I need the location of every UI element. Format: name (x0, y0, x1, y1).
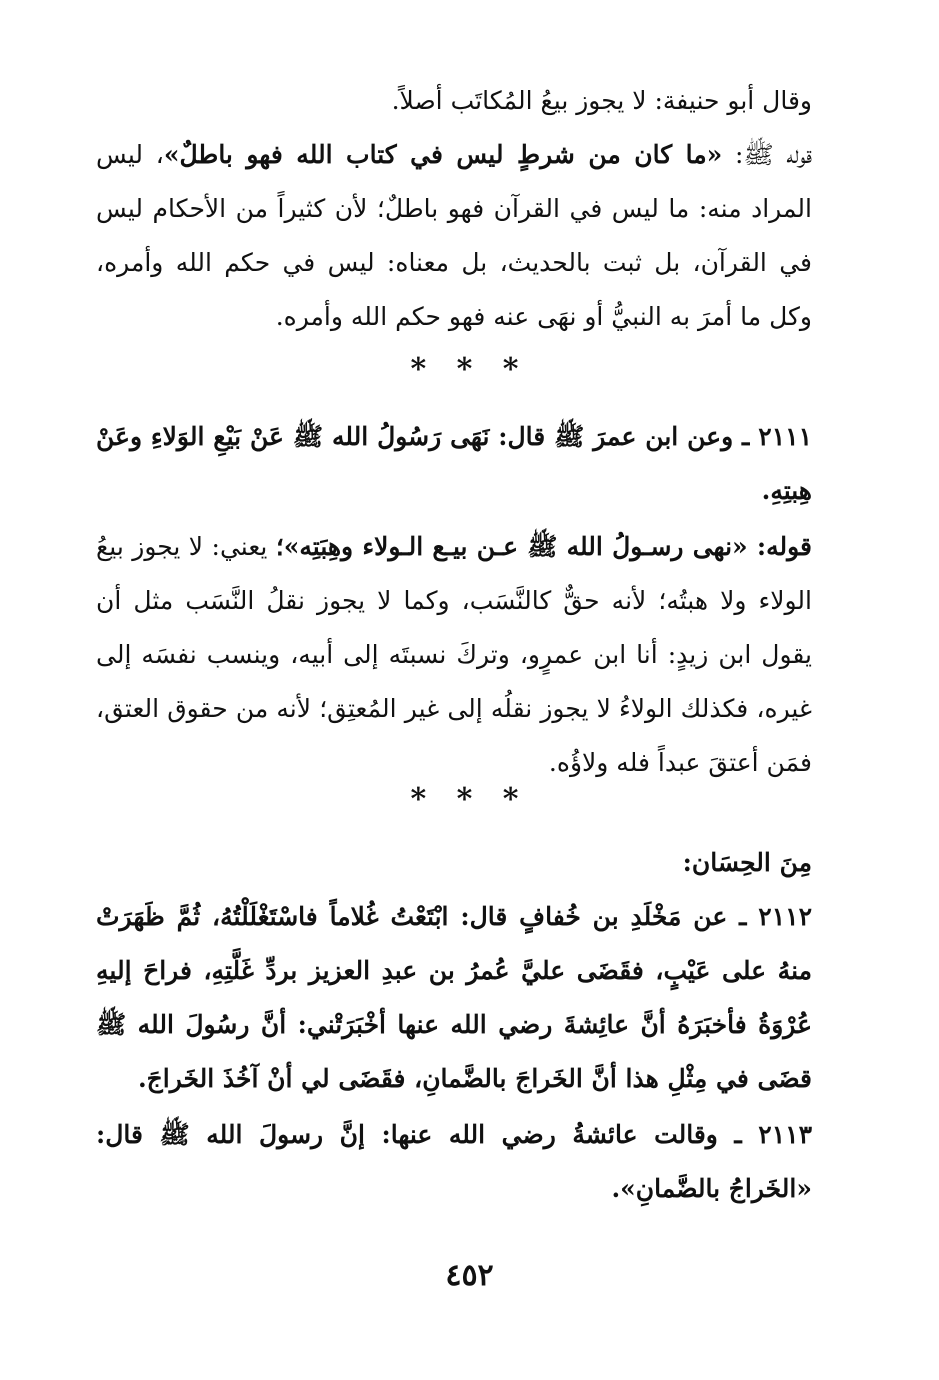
section-separator-2: * * * (410, 782, 529, 817)
text-abu-hanifa: وقال أبو حنيفة: لا يجوز بيعُ المُكاتَب أصلاً. (391, 86, 812, 115)
hadith-2113 (96, 1108, 812, 1216)
hadith-quote-condition: «ما كان من شرطٍ ليس في كتاب الله فهو باطلٌ» (163, 140, 723, 169)
paragraph-abu-hanifa (96, 74, 812, 128)
commentary-wala-lead: قوله: «نهى رسـولُ الله ﷺ عـن بيـع الـولاء وهِبَتِه»؛ (275, 532, 812, 561)
hadith-2111 (96, 410, 812, 518)
page-number: ٤٥٢ (445, 1258, 494, 1293)
paragraph-commentary-wala (96, 520, 812, 790)
paragraph-commentary-condition (96, 128, 812, 344)
hadith-2112 (96, 890, 812, 1106)
commentary-wala-body: يعني: لا يجوز بيعُ الولاء ولا هبتُه؛ لأنه حقٌّ كالنَّسَب، وكما لا يجوز نقلُ النَّسَب مثل أن يقول ابن زيدٍ: أنا ابن عمرٍو، وتركَ نسبتَه إلى أبيه، وينسب نفسَه إلى غيره، فكذلك الولاءُ لا يجوز نقلُه إلى غير المُعتِق؛ لأنه من حقوق العتق، فمَن أعتقَ عبداً فله ولاؤُه. (96, 532, 812, 777)
heading-hasan-text: مِنَ الحِسَان: (682, 848, 812, 877)
commentary-body: ، ليس المراد منه: ما ليس في القرآن فهو باطلٌ؛ لأن كثيراً من الأحكام ليس في القرآن، بل ثبت بالحديث، بل معناه: ليس في حكم الله وأمره، وكل ما أمرَ به النبيُّ أو نهَى عنه فهو حكم الله وأمره. (96, 140, 812, 331)
hadith-2112-text: ٢١١٢ ـ عن مَخْلَدِ بن خُفافٍ قال: ابْتَعْتُ غُلاماً فاسْتَغْلَلْتُهُ، ثُمَّ ظَهَرَتْ منهُ على عَيْبٍ، فقَضَى عليَّ عُمرُ بن عبدِ العزيز بردِّ غَلَّتِهِ، فراحَ إليهِ عُرْوَةُ فأخبَرَهُ أنَّ عائِشةَ رضي الله عنها أخْبَرَتْني: أنَّ رسُولَ الله ﷺ قضَى في مِثْلِ هذا أنَّ الخَراجَ بالضَّمانِ، فقَضَى لي أنْ آخُذَ الخَراجَ. (96, 902, 812, 1093)
commentary-lead: قوله ﷺ: (722, 140, 812, 169)
hadith-2111-text: ٢١١١ ـ وعن ابن عمرَ ﷺ قال: نَهَى رَسُولُ الله ﷺ عَنْ بَيْعِ الوَلاءِ وعَنْ هِبتِهِ. (96, 422, 812, 505)
hadith-2113-text: ٢١١٣ ـ وقالت عائشةُ رضي الله عنها: إنَّ رسولَ الله ﷺ قال: «الخَراجُ بالضَّمانِ». (96, 1120, 812, 1203)
section-heading-hasan (96, 836, 812, 890)
section-separator-1: * * * (410, 352, 529, 387)
